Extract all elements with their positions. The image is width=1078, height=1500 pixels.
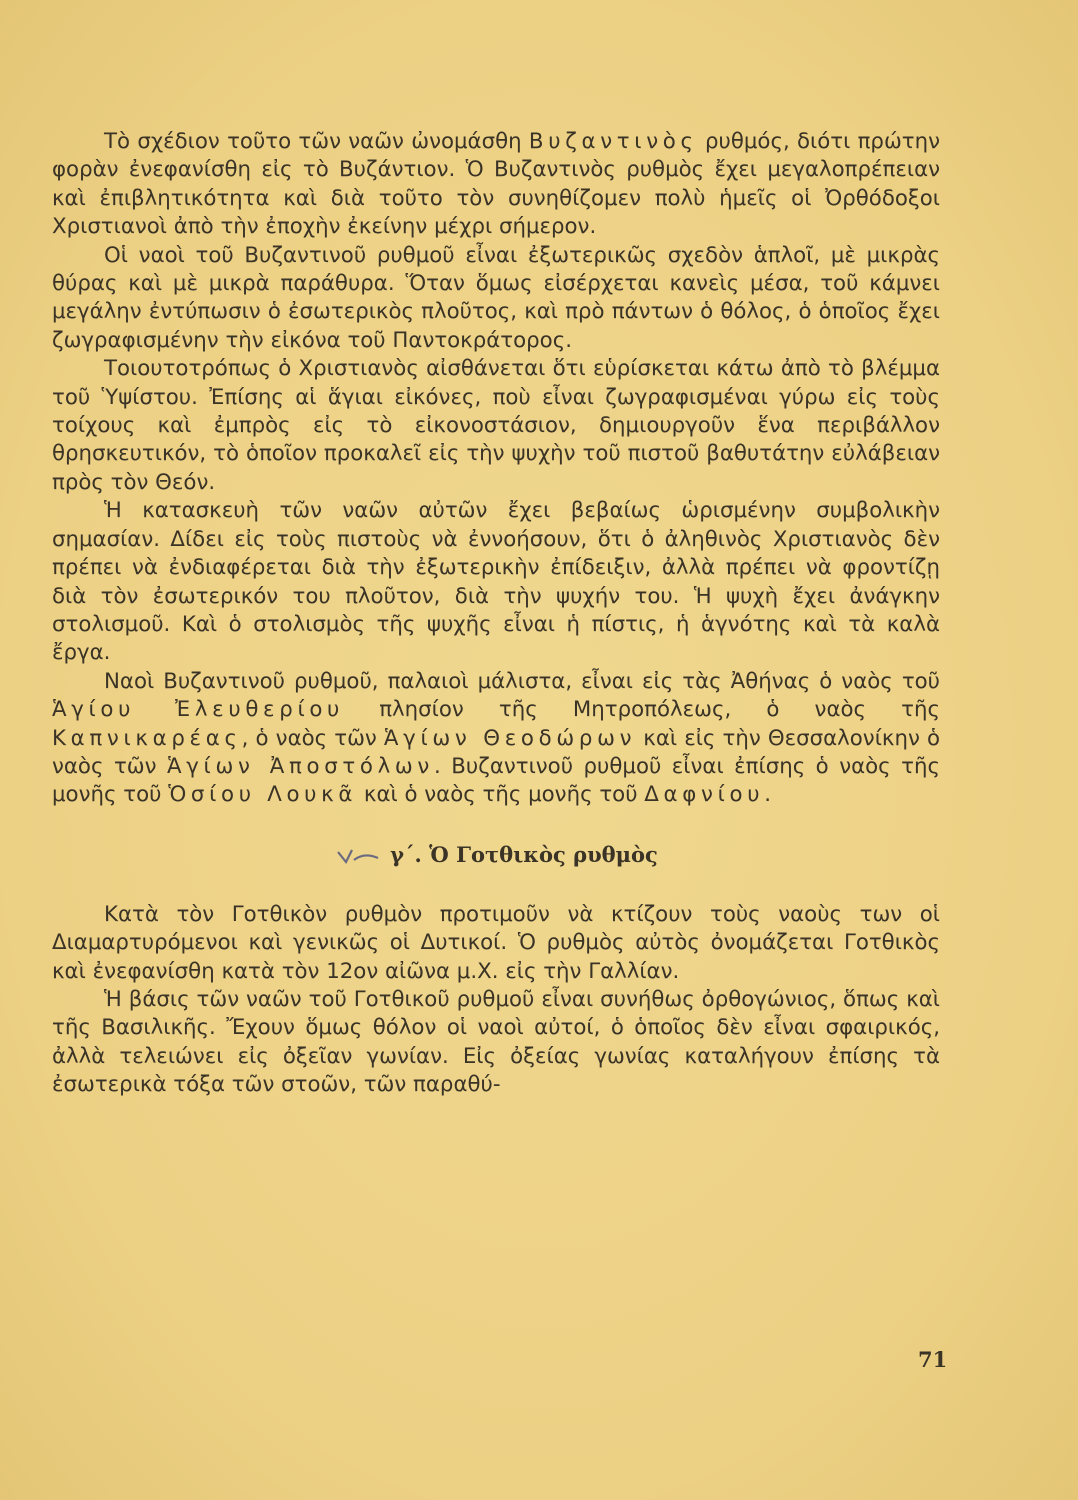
text-run: καὶ εἰς τὴν Θεσσαλονίκην ὁ ναὸς τῶν [52, 725, 940, 779]
text-run: . [764, 782, 771, 808]
text-run: πλησίον τῆς Μητροπόλεως, ὁ ναὸς τῆς [344, 697, 940, 723]
spaced-name: Ἁγίου Ἐλευθερίου [52, 697, 345, 723]
text-run: καὶ ὁ ναὸς τῆς μονῆς τοῦ [357, 782, 645, 808]
text-run: , ὁ ναὸς τῶν [241, 725, 384, 751]
text-run: Κατὰ τὸν Γοτθικὸν ρυθμὸν προτιμοῦν νὰ κτίζουν τοὺς ναοὺς των οἱ Διαμαρτυρόμενοι καὶ γενικῶς οἱ Δυτικοί. Ὁ ρυθμὸς αὐτὸς ὀνομάζεται Γοτθικὸς καὶ ἐνεφανίσθη κατὰ τὸν 12ον αἰῶνα μ.Χ. εἰς τὴν Γαλλίαν. [52, 901, 940, 984]
heading-text: γ΄. Ὁ Γοτθικὸς ρυθμὸς [390, 841, 658, 867]
paragraph [52, 901, 940, 986]
paragraph [52, 128, 940, 242]
text-run: Ναοὶ Βυζαντινοῦ ρυθμοῦ, παλαιοὶ μάλιστα, εἶναι εἰς τὰς Ἀθήνας ὁ ναὸς τοῦ [104, 668, 940, 694]
spaced-name: Ὁσίου Λουκᾶ [168, 782, 358, 808]
text-run: . Βυζαντινοῦ ρυθμοῦ εἶναι ἐπίσης ὁ ναὸς τῆς μονῆς τοῦ [52, 753, 940, 808]
page-body [52, 128, 940, 1100]
spaced-name: Καπνικαρέας [52, 725, 242, 751]
section-byzantine [52, 128, 940, 810]
spaced-name: Δαφνίου [644, 782, 765, 808]
paragraph [52, 986, 940, 1100]
text-run: Ἡ βάσις τῶν ναῶν τοῦ Γοτθικοῦ ρυθμοῦ εἶναι συνήθως ὀρθογώνιος, ὅπως καὶ τῆς Βασιλικῆς. Ἔχουν ὅμως θόλον οἱ ναοὶ αὐτοί, ὁ ὁποῖος δὲν εἶναι σφαιρικός, ἀλλὰ τελειώνει εἰς ὀξεῖαν γωνίαν. Εἰς ὀξείας γωνίας καταλήγουν ἐπίσης τὰ ἐσωτερικὰ τόξα τῶν στοῶν, τῶν παραθύ- [52, 986, 940, 1098]
paragraph [52, 668, 940, 810]
section-heading [52, 841, 940, 869]
pencil-mark-icon [334, 846, 382, 866]
text-run: Τοιουτοτρόπως ὁ Χριστιανὸς αἰσθάνεται ὅτι εὑρίσκεται κάτω ἀπὸ τὸ βλέμμα τοῦ Ὑψίστου. Ἐπίσης αἱ ἅγιαι εἰκόνες, ποὺ εἶναι ζωγραφισμέναι γύρω εἰς τοὺς τοίχους καὶ ἐμπρὸς εἰς τὸ εἰκονοστάσιον, δημιουργοῦν ἕνα περιβάλλον θρησκευτικόν, τὸ ὁποῖον προκαλεῖ εἰς τὴν ψυχὴν τοῦ πιστοῦ βαθυτάτην εὐλάβειαν πρὸς τὸν Θεόν. [52, 356, 940, 495]
paragraph [52, 355, 940, 497]
spaced-name: Βυζαντινὸς [528, 129, 698, 154]
text-run: Ἡ κατασκευὴ τῶν ναῶν αὐτῶν ἔχει βεβαίως ὡρισμένην συμβολικὴν σημασίαν. Δίδει εἰς τοὺς πιστοὺς νὰ ἐννοήσουν, ὅτι ὁ ἀληθινὸς Χριστιανὸς δὲν πρέπει νὰ ἐνδιαφέρεται διὰ τὴν ἐξωτερικὴν ἐπίδειξιν, ἀλλὰ πρέπει νὰ φροντίζῃ διὰ τὸν ἐσωτερικόν του πλοῦτον, διὰ τὴν ψυχήν του. Ἡ ψυχὴ ἔχει ἀνάγκην στολισμοῦ. Καὶ ὁ στολισμὸς τῆς ψυχῆς εἶναι ἡ πίστις, ἡ ἁγνότης καὶ τὰ καλὰ ἔργα. [52, 498, 940, 666]
spaced-name: Ἁγίων Θεοδώρων [383, 725, 637, 751]
section-gothic [52, 901, 940, 1100]
page-number: 71 [918, 1347, 948, 1372]
text-run: Τὸ σχέδιον τοῦτο τῶν ναῶν ὠνομάσθη [104, 129, 529, 154]
paragraph [52, 242, 940, 356]
text-run: Οἱ ναοὶ τοῦ Βυζαντινοῦ ρυθμοῦ εἶναι ἐξωτερικῶς σχεδὸν ἁπλοῖ, μὲ μικρὰς θύρας καὶ μὲ μικρὰ παράθυρα. Ὅταν ὅμως εἰσέρχεται κανεὶς μέσα, τοῦ κάμνει μεγάλην ἐντύπωσιν ὁ ἐσωτερικὸς πλοῦτος, καὶ πρὸ πάντων ὁ θόλος, ὁ ὁποῖος ἔχει ζωγραφισμένην τὴν εἰκόνα τοῦ Παντοκράτορος. [52, 242, 940, 353]
text-run: ρυθμός, διότι πρώτην φορὰν ἐνεφανίσθη εἰς τὸ Βυζάντιον. Ὁ Βυζαντινὸς ρυθμὸς ἔχει μεγαλοπρέπειαν καὶ ἐπιβλητικότητα καὶ διὰ τοῦτο τὸν συνηθίζομεν πολὺ ἡμεῖς οἱ Ὀρθόδοξοι Χριστιανοὶ ἀπὸ τὴν ἐποχὴν ἐκείνην μέχρι σήμερον. [52, 129, 940, 240]
spaced-name: Ἁγίων Ἀποστόλων [167, 753, 435, 779]
paragraph [52, 497, 940, 667]
